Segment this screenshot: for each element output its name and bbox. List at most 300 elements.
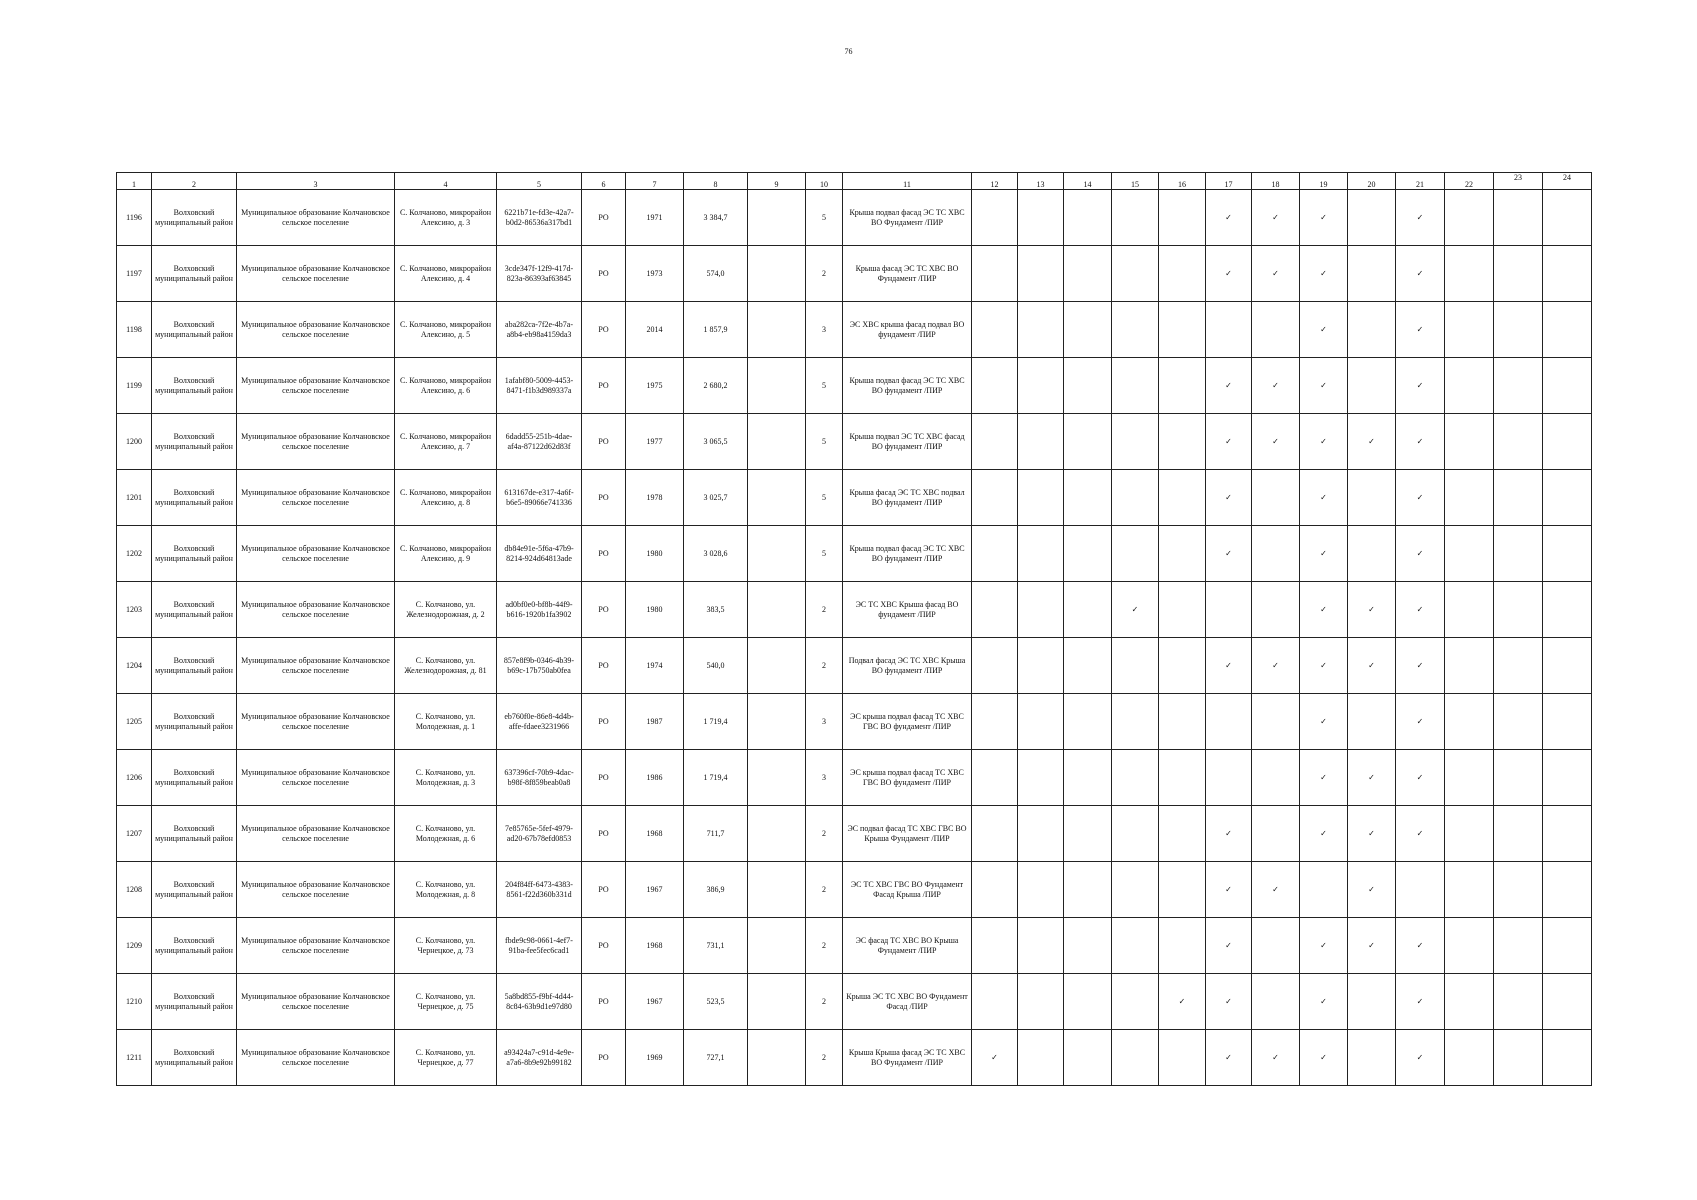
check-mark-icon: ✓ [1320,212,1327,222]
column-9-cell [748,190,806,246]
work-column-23-cell [1494,414,1543,470]
work-column-21-cell [1396,470,1445,526]
work-column-24-cell [1543,918,1592,974]
work-column-17-cell [1206,302,1252,358]
work-column-18-cell [1252,974,1300,1030]
work-column-19-cell [1300,1030,1348,1086]
work-column-23-cell [1494,806,1543,862]
type-cell: РО [582,862,626,918]
district-cell: Волховский муниципальный район [152,190,237,246]
check-mark-icon: ✓ [1416,660,1424,670]
table-row [117,694,1592,750]
table-row [117,190,1592,246]
work-column-17-cell [1206,1030,1252,1086]
work-column-18-cell [1252,1030,1300,1086]
work-column-17-cell [1206,638,1252,694]
column-number: 24 [1543,173,1592,190]
check-mark-icon: ✓ [1272,660,1279,670]
check-mark-icon: ✓ [1178,996,1186,1006]
column-number-header [117,173,1592,190]
column-number: 2 [152,173,237,190]
work-column-12-cell [972,1030,1018,1086]
work-column-20-cell [1348,750,1396,806]
works-list-cell: Крыша ЭС ТС ХВС ВО Фундамент Фасад /ПИР [843,974,972,1030]
work-column-16-cell [1159,526,1206,582]
column-number: 6 [582,173,626,190]
work-column-24-cell [1543,806,1592,862]
column-number: 20 [1348,173,1396,190]
district-cell: Волховский муниципальный район [152,638,237,694]
work-column-24-cell [1543,302,1592,358]
check-mark-icon: ✓ [1368,436,1375,446]
building-code-cell: 6221b71e-fd3e-42a7-b0d2-86536a317bd1 [497,190,582,246]
work-column-23-cell [1494,1030,1543,1086]
work-column-13-cell [1018,862,1064,918]
work-column-15-cell [1112,750,1159,806]
building-code-cell: fbde9c98-0661-4ef7-91ba-fee5fec6cad1 [497,918,582,974]
type-cell: РО [582,694,626,750]
work-column-21-cell [1396,582,1445,638]
works-list-cell: ЭС ТС ХВС Крыша фасад ВО фундамент /ПИР [843,582,972,638]
year-cell: 1967 [626,974,684,1030]
works-list-cell: Крыша фасад ЭС ТС ХВС ВО Фундамент /ПИР [843,246,972,302]
column-9-cell [748,638,806,694]
work-column-13-cell [1018,190,1064,246]
municipality-cell: Муниципальное образование Колчановское сельское поселение [237,806,395,862]
work-column-18-cell [1252,414,1300,470]
work-column-13-cell [1018,358,1064,414]
work-column-19-cell [1300,806,1348,862]
work-column-15-cell [1112,526,1159,582]
work-column-18-cell [1252,638,1300,694]
work-column-23-cell [1494,246,1543,302]
work-column-19-cell [1300,918,1348,974]
work-column-12-cell [972,694,1018,750]
column-number: 12 [972,173,1018,190]
work-column-15-cell [1112,414,1159,470]
column-number: 17 [1206,173,1252,190]
check-mark-icon: ✓ [1416,828,1424,838]
work-column-19-cell [1300,694,1348,750]
work-column-13-cell [1018,1030,1064,1086]
work-column-17-cell [1206,470,1252,526]
row-number-cell: 1211 [117,1030,152,1086]
work-column-16-cell [1159,1030,1206,1086]
works-list-cell: Крыша Крыша фасад ЭС ТС ХВС ВО Фундамент /ПИР [843,1030,972,1086]
work-column-14-cell [1064,582,1112,638]
column-9-cell [748,750,806,806]
check-mark-icon: ✓ [1225,548,1232,558]
work-column-19-cell [1300,246,1348,302]
table-row [117,246,1592,302]
year-cell: 1975 [626,358,684,414]
municipality-cell: Муниципальное образование Колчановское сельское поселение [237,918,395,974]
work-column-19-cell [1300,302,1348,358]
work-column-22-cell [1445,414,1494,470]
column-number: 15 [1112,173,1159,190]
work-column-22-cell [1445,582,1494,638]
building-code-cell: 6dadd55-251b-4dae-af4a-87122d62d83f [497,414,582,470]
work-column-23-cell [1494,526,1543,582]
type-cell: РО [582,974,626,1030]
work-column-17-cell [1206,246,1252,302]
area-cell: 3 028,6 [684,526,748,582]
year-cell: 1968 [626,918,684,974]
check-mark-icon: ✓ [1225,1052,1232,1062]
column-number: 21 [1396,173,1445,190]
municipality-cell: Муниципальное образование Колчановское сельское поселение [237,302,395,358]
work-column-13-cell [1018,470,1064,526]
check-mark-icon: ✓ [1416,604,1424,614]
district-cell: Волховский муниципальный район [152,414,237,470]
table-row [117,806,1592,862]
column-9-cell [748,806,806,862]
work-column-16-cell [1159,190,1206,246]
area-cell: 1 719,4 [684,750,748,806]
municipality-cell: Муниципальное образование Колчановское сельское поселение [237,470,395,526]
row-number-cell: 1209 [117,918,152,974]
work-column-18-cell [1252,302,1300,358]
work-column-14-cell [1064,918,1112,974]
type-cell: РО [582,246,626,302]
work-column-12-cell [972,190,1018,246]
work-column-20-cell [1348,806,1396,862]
area-cell: 1 719,4 [684,694,748,750]
check-mark-icon: ✓ [1416,324,1424,334]
type-cell: РО [582,526,626,582]
column-number: 14 [1064,173,1112,190]
work-column-14-cell [1064,974,1112,1030]
work-column-24-cell [1543,974,1592,1030]
table-row [117,582,1592,638]
building-code-cell: 7e85765e-5fef-4979-ad20-67b78efd0853 [497,806,582,862]
check-mark-icon: ✓ [1368,884,1375,894]
work-column-12-cell [972,638,1018,694]
row-number-cell: 1204 [117,638,152,694]
check-mark-icon: ✓ [1320,996,1327,1006]
work-column-22-cell [1445,358,1494,414]
check-mark-icon: ✓ [1368,828,1375,838]
work-column-16-cell [1159,806,1206,862]
work-column-24-cell [1543,470,1592,526]
column-number: 1 [117,173,152,190]
work-column-16-cell [1159,470,1206,526]
work-column-18-cell [1252,190,1300,246]
check-mark-icon: ✓ [1225,380,1232,390]
district-cell: Волховский муниципальный район [152,1030,237,1086]
table-row [117,974,1592,1030]
work-column-16-cell [1159,918,1206,974]
work-column-24-cell [1543,414,1592,470]
municipality-cell: Муниципальное образование Колчановское сельское поселение [237,750,395,806]
check-mark-icon: ✓ [1368,660,1375,670]
column-number: 3 [237,173,395,190]
work-column-12-cell [972,862,1018,918]
area-cell: 3 384,7 [684,190,748,246]
area-cell: 574,0 [684,246,748,302]
work-column-16-cell [1159,694,1206,750]
column-number: 18 [1252,173,1300,190]
work-column-22-cell [1445,862,1494,918]
work-column-14-cell [1064,694,1112,750]
work-column-13-cell [1018,974,1064,1030]
work-column-15-cell [1112,582,1159,638]
row-number-cell: 1198 [117,302,152,358]
work-column-15-cell [1112,806,1159,862]
work-column-19-cell [1300,358,1348,414]
work-column-22-cell [1445,974,1494,1030]
work-column-21-cell [1396,806,1445,862]
count-cell: 2 [806,246,843,302]
district-cell: Волховский муниципальный район [152,918,237,974]
building-code-cell: 1afabf80-5009-4453-8471-f1b3d989337a [497,358,582,414]
work-column-14-cell [1064,806,1112,862]
work-column-15-cell [1112,358,1159,414]
year-cell: 1980 [626,582,684,638]
type-cell: РО [582,302,626,358]
work-column-18-cell [1252,750,1300,806]
work-column-20-cell [1348,302,1396,358]
work-column-16-cell [1159,862,1206,918]
work-column-20-cell [1348,694,1396,750]
check-mark-icon: ✓ [1225,660,1232,670]
address-cell: С. Колчаново, ул. Железнодорожная, д. 2 [395,582,497,638]
count-cell: 5 [806,470,843,526]
count-cell: 2 [806,862,843,918]
works-list-cell: Крыша подвал фасад ЭС ТС ХВС ВО Фундамент /ПИР [843,190,972,246]
address-cell: С. Колчаново, микрорайон Алексино, д. 7 [395,414,497,470]
work-column-22-cell [1445,526,1494,582]
check-mark-icon: ✓ [1225,212,1232,222]
header-row [117,173,1592,190]
works-list-cell: Подвал фасад ЭС ТС ХВС Крыша ВО фундамент /ПИР [843,638,972,694]
work-column-17-cell [1206,974,1252,1030]
area-cell: 383,5 [684,582,748,638]
work-column-23-cell [1494,582,1543,638]
address-cell: С. Колчаново, ул. Железнодорожная, д. 81 [395,638,497,694]
work-column-18-cell [1252,918,1300,974]
column-number: 9 [748,173,806,190]
year-cell: 1968 [626,806,684,862]
work-column-14-cell [1064,862,1112,918]
column-number: 19 [1300,173,1348,190]
column-9-cell [748,302,806,358]
works-list-cell: Крыша подвал ЭС ТС ХВС фасад ВО фундамент /ПИР [843,414,972,470]
work-column-12-cell [972,358,1018,414]
work-column-20-cell [1348,414,1396,470]
works-list-cell: ЭС крыша подвал фасад ТС ХВС ГВС ВО фундамент /ПИР [843,750,972,806]
works-list-cell: Крыша фасад ЭС ТС ХВС подвал ВО фундамент /ПИР [843,470,972,526]
work-column-24-cell [1543,1030,1592,1086]
check-mark-icon: ✓ [1320,324,1327,334]
works-list-cell: ЭС подвал фасад ТС ХВС ГВС ВО Крыша Фундамент /ПИР [843,806,972,862]
check-mark-icon: ✓ [1320,436,1327,446]
district-cell: Волховский муниципальный район [152,302,237,358]
type-cell: РО [582,918,626,974]
work-column-18-cell [1252,806,1300,862]
work-column-21-cell [1396,974,1445,1030]
work-column-17-cell [1206,190,1252,246]
check-mark-icon: ✓ [1320,492,1327,502]
row-number-cell: 1203 [117,582,152,638]
year-cell: 1978 [626,470,684,526]
works-list-cell: ЭС фасад ТС ХВС ВО Крыша Фундамент /ПИР [843,918,972,974]
work-column-24-cell [1543,190,1592,246]
works-list-cell: Крыша подвал фасад ЭС ТС ХВС ВО фундамент /ПИР [843,526,972,582]
work-column-20-cell [1348,246,1396,302]
work-column-15-cell [1112,974,1159,1030]
work-column-13-cell [1018,918,1064,974]
table-row [117,918,1592,974]
column-number: 16 [1159,173,1206,190]
work-column-21-cell [1396,1030,1445,1086]
column-9-cell [748,862,806,918]
municipality-cell: Муниципальное образование Колчановское сельское поселение [237,414,395,470]
work-column-21-cell [1396,638,1445,694]
work-column-15-cell [1112,918,1159,974]
work-column-22-cell [1445,638,1494,694]
building-code-cell: eb760f0e-86e8-4d4b-affe-fdaee3231966 [497,694,582,750]
district-cell: Волховский муниципальный район [152,246,237,302]
check-mark-icon: ✓ [1320,772,1327,782]
work-column-16-cell [1159,974,1206,1030]
work-column-24-cell [1543,358,1592,414]
work-column-13-cell [1018,414,1064,470]
work-column-16-cell [1159,414,1206,470]
year-cell: 1973 [626,246,684,302]
area-cell: 3 065,5 [684,414,748,470]
municipality-cell: Муниципальное образование Колчановское сельское поселение [237,694,395,750]
work-column-14-cell [1064,302,1112,358]
type-cell: РО [582,750,626,806]
row-number-cell: 1197 [117,246,152,302]
column-9-cell [748,470,806,526]
year-cell: 1974 [626,638,684,694]
work-column-18-cell [1252,246,1300,302]
column-9-cell [748,1030,806,1086]
count-cell: 5 [806,190,843,246]
work-column-18-cell [1252,582,1300,638]
address-cell: С. Колчаново, ул. Чернецкое, д. 73 [395,918,497,974]
work-column-23-cell [1494,918,1543,974]
check-mark-icon: ✓ [1225,492,1232,502]
municipality-cell: Муниципальное образование Колчановское сельское поселение [237,1030,395,1086]
table-row [117,526,1592,582]
work-column-19-cell [1300,414,1348,470]
work-column-14-cell [1064,246,1112,302]
address-cell: С. Колчаново, микрорайон Алексино, д. 5 [395,302,497,358]
check-mark-icon: ✓ [1272,380,1279,390]
address-cell: С. Колчаново, микрорайон Алексино, д. 9 [395,526,497,582]
check-mark-icon: ✓ [1416,772,1424,782]
work-column-23-cell [1494,694,1543,750]
year-cell: 2014 [626,302,684,358]
work-column-18-cell [1252,470,1300,526]
row-number-cell: 1210 [117,974,152,1030]
municipality-cell: Муниципальное образование Колчановское сельское поселение [237,974,395,1030]
work-column-13-cell [1018,302,1064,358]
work-column-22-cell [1445,190,1494,246]
building-code-cell: 204f84ff-6473-4383-8561-f22d360b331d [497,862,582,918]
table-row [117,638,1592,694]
work-column-19-cell [1300,862,1348,918]
column-number: 8 [684,173,748,190]
check-mark-icon: ✓ [1131,604,1139,614]
check-mark-icon: ✓ [1320,604,1327,614]
area-cell: 3 025,7 [684,470,748,526]
work-column-20-cell [1348,1030,1396,1086]
work-column-18-cell [1252,694,1300,750]
work-column-15-cell [1112,638,1159,694]
work-column-23-cell [1494,638,1543,694]
work-column-15-cell [1112,1030,1159,1086]
address-cell: С. Колчаново, ул. Молодежная, д. 8 [395,862,497,918]
municipality-cell: Муниципальное образование Колчановское сельское поселение [237,358,395,414]
work-column-18-cell [1252,526,1300,582]
table-body [117,190,1592,1086]
type-cell: РО [582,190,626,246]
work-column-20-cell [1348,638,1396,694]
table-row [117,470,1592,526]
check-mark-icon: ✓ [1416,268,1424,278]
check-mark-icon: ✓ [1416,436,1424,446]
check-mark-icon: ✓ [1320,1052,1327,1062]
work-column-13-cell [1018,806,1064,862]
work-column-24-cell [1543,750,1592,806]
work-column-12-cell [972,806,1018,862]
check-mark-icon: ✓ [1272,212,1279,222]
type-cell: РО [582,358,626,414]
type-cell: РО [582,414,626,470]
work-column-21-cell [1396,414,1445,470]
work-column-21-cell [1396,246,1445,302]
work-column-22-cell [1445,918,1494,974]
row-number-cell: 1206 [117,750,152,806]
work-column-18-cell [1252,862,1300,918]
work-column-22-cell [1445,694,1494,750]
work-column-14-cell [1064,414,1112,470]
check-mark-icon: ✓ [1320,828,1327,838]
column-9-cell [748,246,806,302]
work-column-17-cell [1206,750,1252,806]
work-column-17-cell [1206,526,1252,582]
work-column-15-cell [1112,190,1159,246]
work-column-12-cell [972,302,1018,358]
work-column-24-cell [1543,694,1592,750]
check-mark-icon: ✓ [1416,996,1424,1006]
work-column-23-cell [1494,862,1543,918]
row-number-cell: 1196 [117,190,152,246]
check-mark-icon: ✓ [1416,940,1424,950]
work-column-12-cell [972,470,1018,526]
area-cell: 540,0 [684,638,748,694]
year-cell: 1987 [626,694,684,750]
work-column-20-cell [1348,862,1396,918]
column-number: 7 [626,173,684,190]
work-column-16-cell [1159,302,1206,358]
work-column-16-cell [1159,750,1206,806]
work-column-20-cell [1348,358,1396,414]
work-column-23-cell [1494,190,1543,246]
column-number: 23 [1494,173,1543,190]
check-mark-icon: ✓ [1320,548,1327,558]
row-number-cell: 1208 [117,862,152,918]
work-column-19-cell [1300,526,1348,582]
count-cell: 3 [806,750,843,806]
count-cell: 5 [806,358,843,414]
work-column-22-cell [1445,750,1494,806]
district-cell: Волховский муниципальный район [152,974,237,1030]
